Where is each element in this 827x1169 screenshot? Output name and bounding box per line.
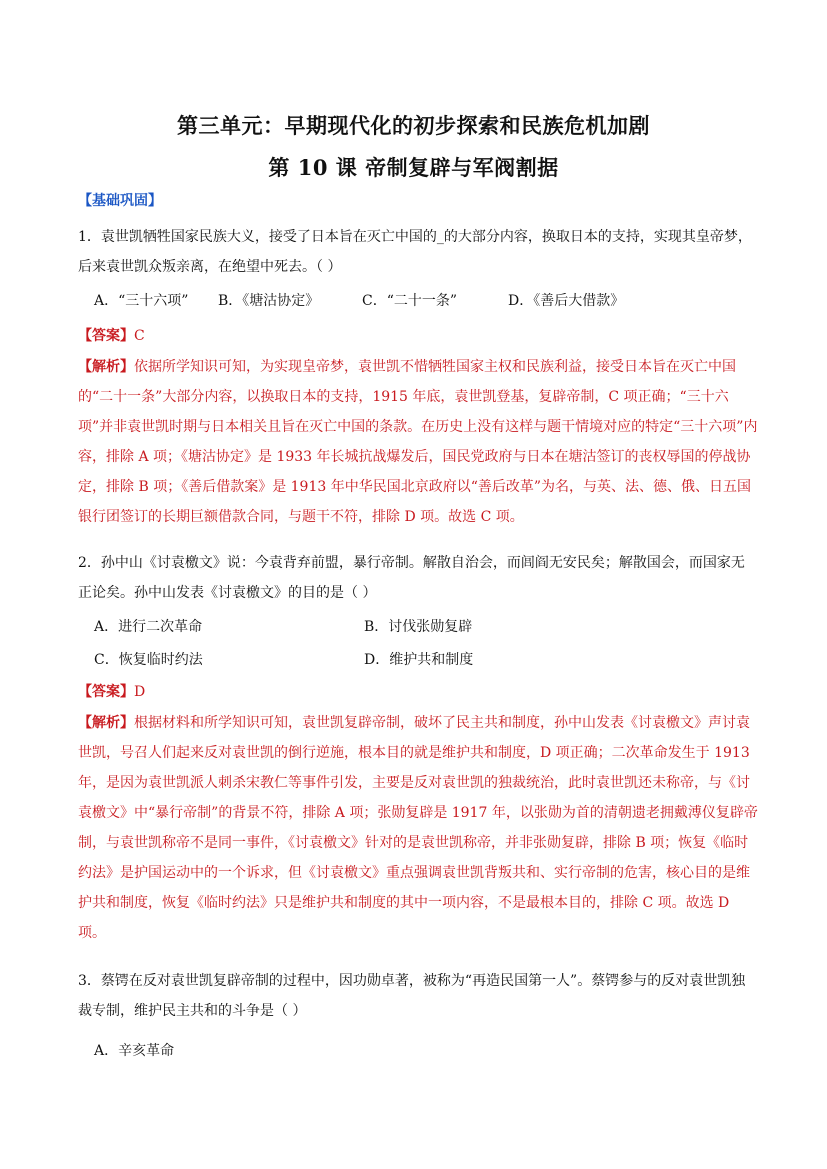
q1-option-a: A．“三十六项” bbox=[94, 293, 189, 309]
question-1-stem: 1．袁世凯牺牲国家民族大义，接受了日本旨在灭亡中国的_的大部分内容，换取日本的支持，实现其皇帝梦，后来袁世凯众叛亲离，在绝望中死去。（ ） bbox=[78, 229, 752, 275]
q1-answer: 【答案】C bbox=[78, 328, 145, 344]
q2-option-c: C．恢复临时约法 bbox=[94, 652, 203, 668]
q2-option-b: B．讨伐张勋复辟 bbox=[364, 619, 473, 635]
q3-option-a: A．辛亥革命 bbox=[94, 1043, 175, 1059]
unit-title: 第三单元：早期现代化的初步探索和民族危机加剧 bbox=[177, 113, 650, 138]
question-2-stem: 2．孙中山《讨袁檄文》说：今袁背弃前盟，暴行帝制。解散自治会，而闾阎无安民矣；解散国会，而国家无正论矣。孙中山发表《讨袁檄文》的目的是（ ） bbox=[78, 555, 745, 601]
q1-analysis: 【解析】依据所学知识可知，为实现皇帝梦，袁世凯不惜牺牲国家主权和民族利益，接受日本旨在灭亡中国的“二十一条”大部分内容，以换取日本的支持，1915 年底，袁世凯登基，复辟帝制，C 项正确；“三十六项”并非袁世凯时期与日本相关且旨在灭亡中国的条款。在历史上没有这样与题干情境对应的特定“三十六项”内容，排除 A 项；《塘沽协定》是 1933 年长城抗战爆发后，国民党政府与日本在塘沽签订的丧权辱国的停战协定，排除 B 项；《善后借款案》是 1913 年中华民国北京政府以“善后改革”为名，与英、法、德、俄、日五国银行团签订的长期巨额借款合同，与题干不符，排除 D 项。故选 C 项。 bbox=[78, 359, 758, 525]
q1-option-d: D．《善后大借款》 bbox=[508, 293, 625, 309]
question-3-stem: 3．蔡锷在反对袁世凯复辟帝制的过程中，因功勋卓著，被称为“再造民国第一人”。蔡锷参与的反对袁世凯独裁专制，维护民主共和的斗争是（ ） bbox=[78, 973, 746, 1019]
lesson-title: 第 10 课 帝制复辟与军阀割据 bbox=[268, 155, 559, 180]
q2-option-d: D．维护共和制度 bbox=[364, 652, 474, 668]
q2-answer: 【答案】D bbox=[78, 684, 146, 700]
section-heading: 【基础巩固】 bbox=[78, 193, 162, 209]
q1-option-c: C．“二十一条” bbox=[362, 293, 458, 309]
q2-analysis: 【解析】根据材料和所学知识可知，袁世凯复辟帝制，破坏了民主共和制度，孙中山发表《讨袁檄文》声讨袁世凯，号召人们起来反对袁世凯的倒行逆施，根本目的就是维护共和制度，D 项正确；二次革命发生于 1913 年，是因为袁世凯派人刺杀宋教仁等事件引发，主要是反对袁世凯的独裁统治，此时袁世凯还未称帝，与《讨袁檄文》中“暴行帝制”的背景不符，排除 A 项；张勋复辟是 1917 年，以张勋为首的清朝遗老拥戴溥仪复辟帝制，与袁世凯称帝不是同一事件，《讨袁檄文》针对的是袁世凯称帝，并非张勋复辟，排除 B 项；恢复《临时约法》是护国运动中的一个诉求，但《讨袁檄文》重点强调袁世凯背叛共和、实行帝制的危害，核心目的是维护共和制度，恢复《临时约法》只是维护共和制度的其中一项内容，不是最根本目的，排除 C 项。故选 D 项。 bbox=[78, 715, 758, 941]
q1-option-b: B．《塘沽协定》 bbox=[218, 293, 320, 309]
q2-option-a: A．进行二次革命 bbox=[94, 619, 203, 635]
